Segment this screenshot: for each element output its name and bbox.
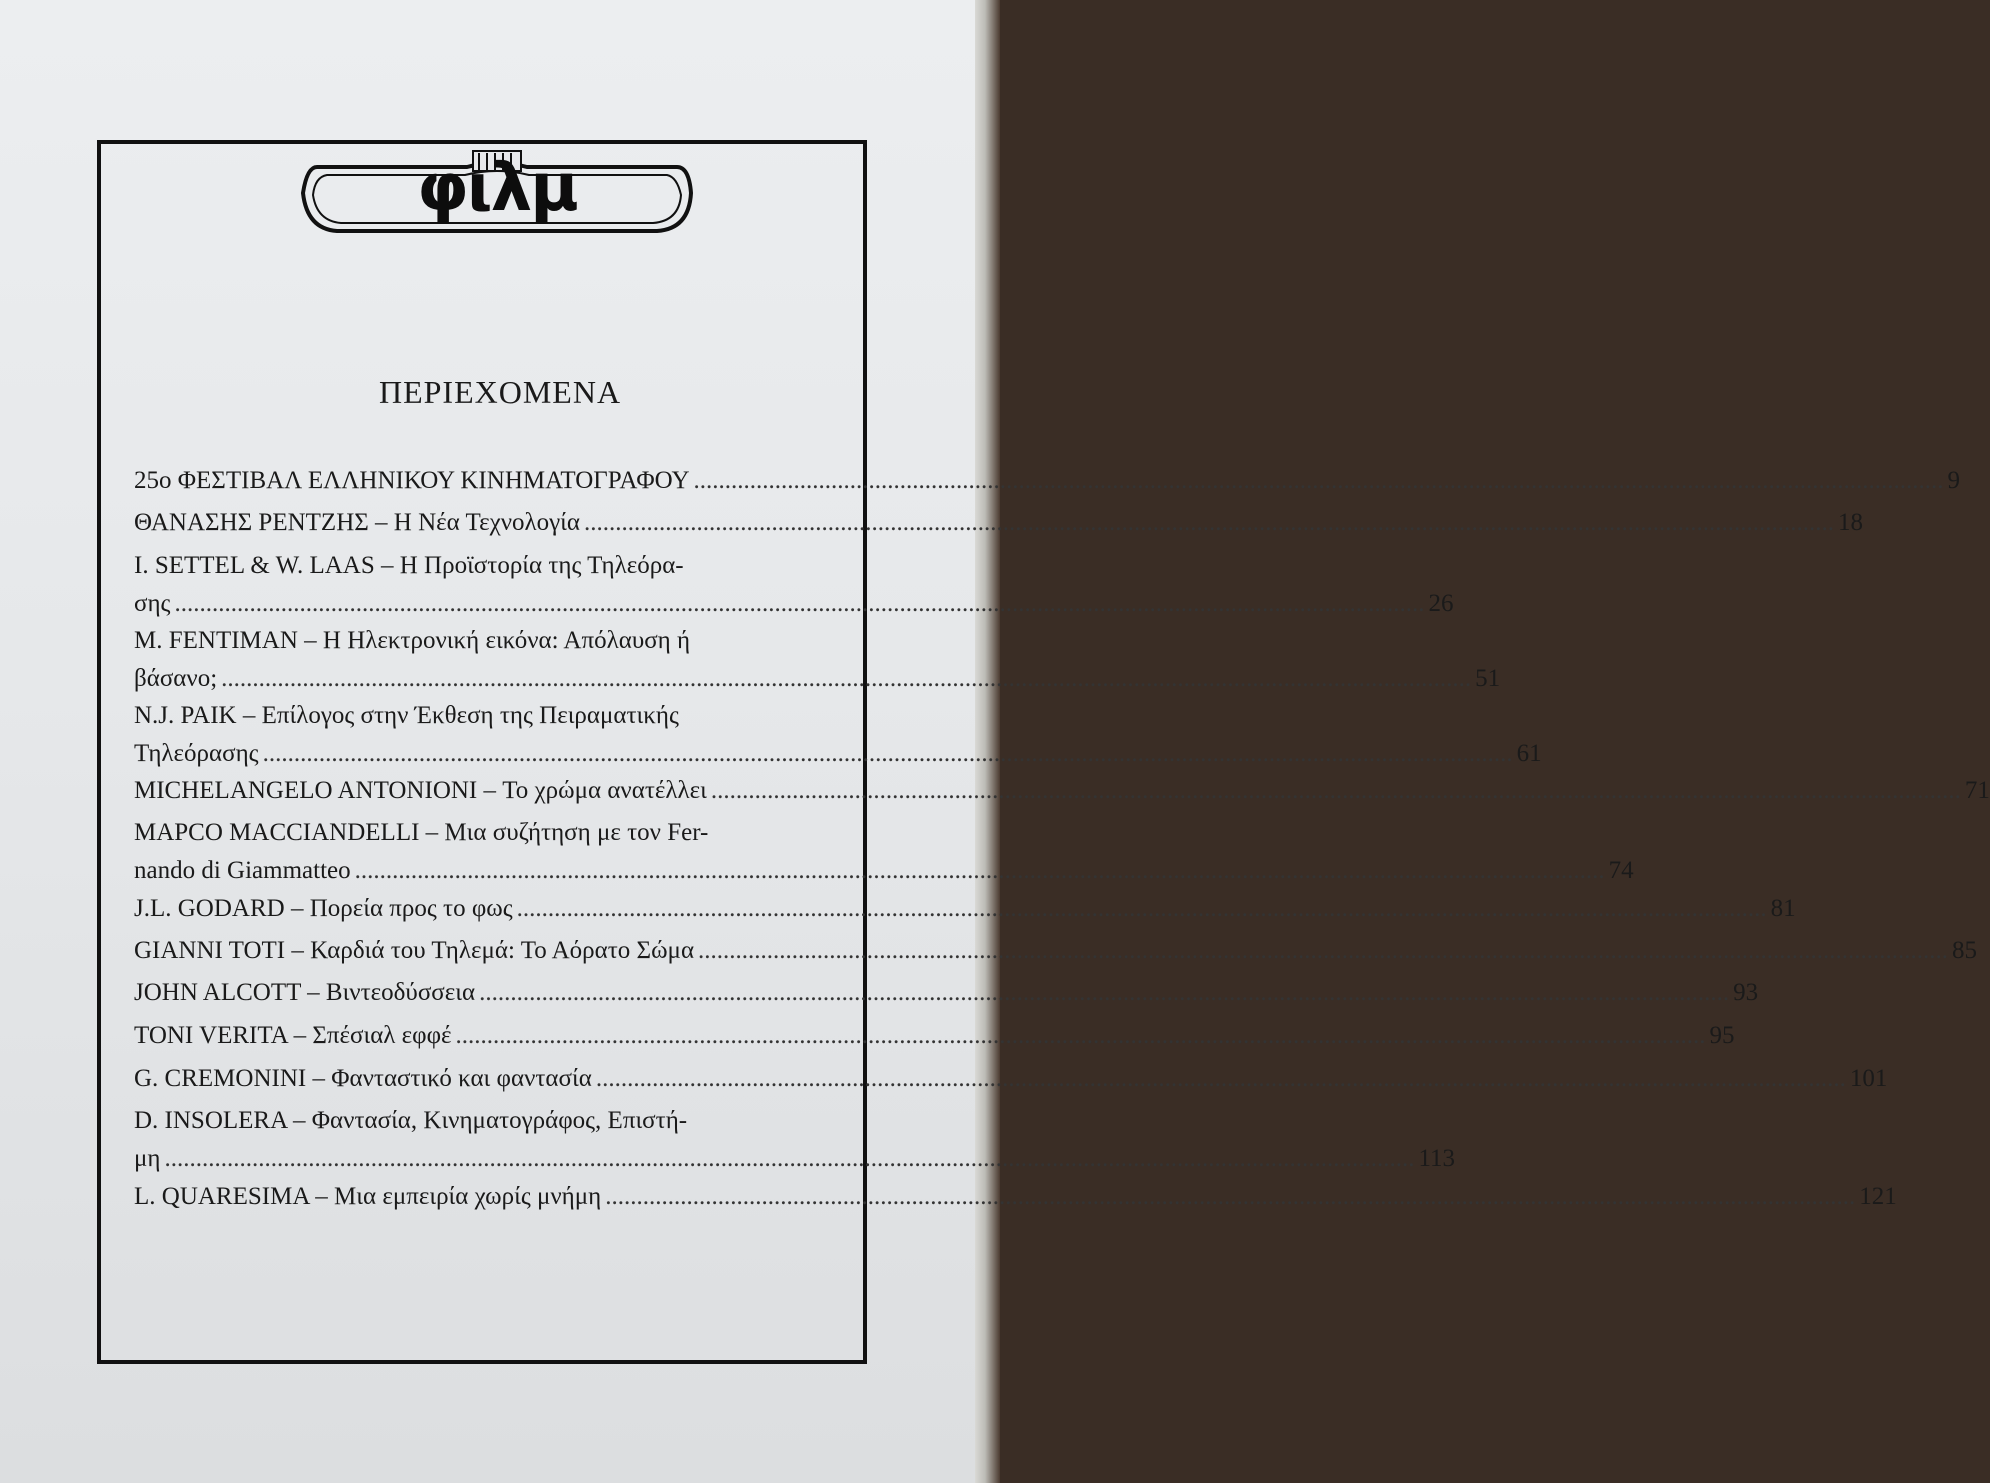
toc-entry (134, 1178, 1897, 1216)
magazine-logo (297, 147, 697, 243)
leader-dots: ........................................................................................................................................................................................................ (479, 979, 1730, 1006)
leader-dots: ........................................................................................................................................................................................................ (605, 1183, 1856, 1210)
page-number: 51 (1475, 665, 1501, 692)
toc-entry-title-cont: μη (134, 1145, 161, 1172)
toc-entry (134, 974, 1759, 1012)
page-number: 101 (1849, 1065, 1888, 1092)
toc-entry (134, 890, 1796, 928)
toc-entry-title: GIANNI TOTI – Καρδιά του Τηλεμά: Το Αόρατο Σώμα (134, 937, 695, 964)
toc-entry-title-cont: nando di Giammatteo (134, 857, 351, 884)
toc-entry-title: N.J. PAIK – Επίλογος στην Έκθεση της Πειραματικής (134, 702, 679, 729)
toc-entry-title: L. QUARESIMA – Μια εμπειρία χωρίς μνήμη (134, 1183, 602, 1210)
toc-entry-title: JOHN ALCOTT – Βιντεοδύσσεια (134, 979, 476, 1006)
toc-entry-title: TONI VERITA – Σπέσιαλ εφφέ (134, 1022, 452, 1049)
toc-entry-title: I. SETTEL & W. LAAS – Η Προϊστορία της Τηλεόρα- (134, 552, 684, 579)
toc-entry-title: D. INSOLERA – Φαντασία, Κινηματογράφος, Επιστή- (134, 1107, 688, 1134)
page-number: 26 (1428, 590, 1454, 617)
page-number: 121 (1859, 1183, 1897, 1210)
toc-entry (134, 547, 1454, 623)
toc-entry-title: J.L. GODARD – Πορεία προς το φως (134, 895, 513, 922)
leader-dots: ........................................................................................................................................................................................................ (698, 937, 1949, 964)
toc-entry-title-cont: Τηλεόρασης (134, 740, 259, 767)
page-number: 71 (1964, 777, 1990, 804)
toc-entry (134, 504, 1863, 542)
page-number: 18 (1838, 509, 1863, 536)
page-number: 61 (1516, 740, 1542, 767)
toc-entry (134, 622, 1501, 698)
toc-entry (134, 697, 1542, 773)
page-number: 9 (1947, 467, 1961, 494)
toc-entry-title: ΘΑΝΑΣΗΣ ΡΕΝΤΖΗΣ – Η Νέα Τεχνολογία (134, 509, 580, 536)
page-number: 113 (1418, 1145, 1456, 1172)
page-number: 85 (1952, 937, 1978, 964)
toc-entry (134, 462, 1961, 500)
page-number: 93 (1733, 979, 1759, 1006)
leader-dots: ........................................................................................................................................................................................................ (693, 467, 1944, 494)
logo-text: φιλμ (417, 149, 577, 226)
toc-entry (134, 1017, 1735, 1055)
leader-dots: ........................................................................................................................................................................................................ (455, 1022, 1706, 1049)
toc-entry-title: 25ο ΦΕΣΤΙΒΑΛ ΕΛΛΗΝΙΚΟΥ ΚΙΝΗΜΑΤΟΓΡΑΦΟΥ (134, 467, 690, 494)
leader-dots: ........................................................................................................................................................................................................ (221, 665, 1472, 692)
toc-entry-title-cont: βάσανο; (134, 665, 218, 692)
toc-entry (134, 1060, 1888, 1098)
toc-entry-title: MICHELANGELO ANTONIONI – Το χρώμα ανατέλλει (134, 777, 707, 804)
toc-entry (134, 814, 1634, 890)
toc-entry (134, 1102, 1456, 1178)
toc-entry-title: M. FENTIMAN – Η Ηλεκτρονική εικόνα: Απόλαυση ή (134, 627, 691, 654)
toc-entry (134, 932, 1978, 970)
leader-dots: ........................................................................................................................................................................................................ (354, 857, 1605, 884)
toc-title: ΠΕΡΙΕΧΟΜΕΝΑ (378, 374, 622, 410)
leader-dots: ........................................................................................................................................................................................................ (174, 590, 1425, 617)
leader-dots: ........................................................................................................................................................................................................ (516, 895, 1767, 922)
leader-dots: ........................................................................................................................................................................................................ (262, 740, 1513, 767)
page-number: 74 (1608, 857, 1634, 884)
toc-entry-title: G. CREMONINI – Φανταστικό και φαντασία (134, 1065, 592, 1092)
leader-dots: ........................................................................................................................................................................................................ (584, 509, 1834, 536)
page-number: 95 (1709, 1022, 1735, 1049)
toc-entry-title-cont: σης (134, 590, 171, 617)
leader-dots: ........................................................................................................................................................................................................ (710, 777, 1961, 804)
toc-entry-title: MAPCO MACCIANDELLI – Μια συζήτηση με τον Fer- (134, 819, 709, 846)
page-number: 81 (1770, 895, 1796, 922)
leader-dots: ........................................................................................................................................................................................................ (595, 1065, 1846, 1092)
toc-entry (134, 772, 1990, 810)
leader-dots: ........................................................................................................................................................................................................ (164, 1145, 1415, 1172)
